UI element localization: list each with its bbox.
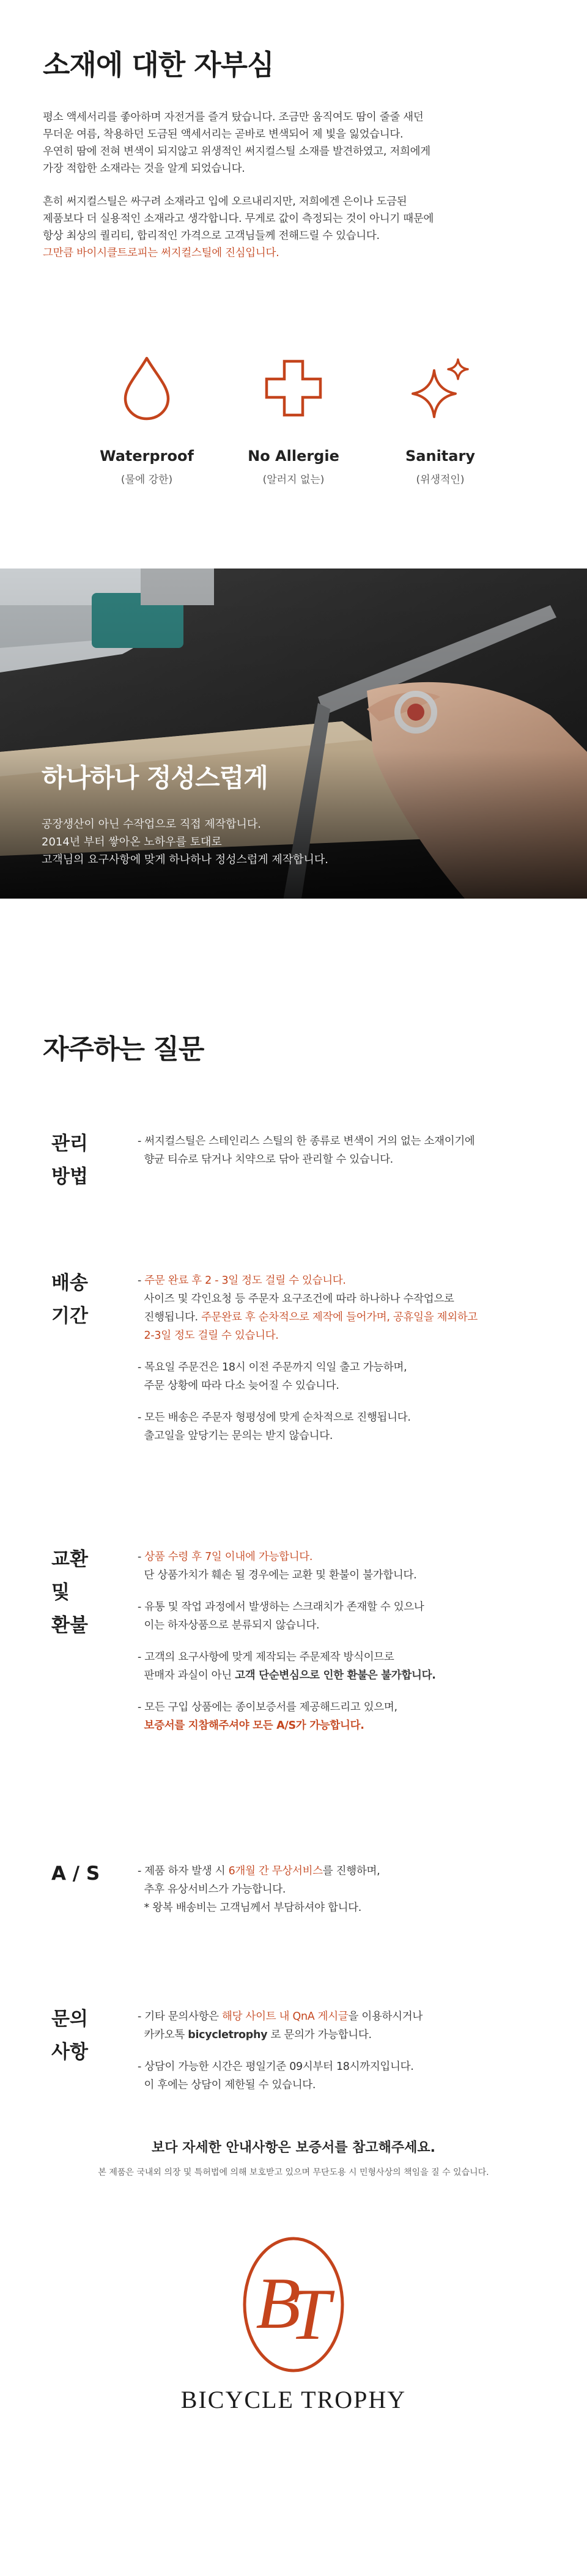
answer-text: 출고일을 앞당기는 문의는 받지 않습니다. bbox=[138, 1430, 333, 1442]
brand-logo bbox=[0, 2231, 587, 2414]
faq-answer-line bbox=[138, 1566, 544, 1584]
faq-answer-line bbox=[138, 1598, 544, 1616]
answer-text: 카카오톡 bbox=[138, 2029, 188, 2041]
answer-text: - bbox=[138, 1275, 145, 1287]
brand-wordmark: BICYCLE TROPHY bbox=[180, 2386, 407, 2413]
warranty-note bbox=[43, 2137, 544, 2178]
answer-text: - 써지컬스틸은 스테인리스 스틸의 한 종류로 변색이 거의 없는 소재이기에 bbox=[138, 1135, 475, 1147]
faq-answer bbox=[138, 1267, 544, 1445]
material-accent-line: 그만큼 바이시클트로피는 써지컬스틸에 진심입니다. bbox=[43, 247, 279, 259]
faq-answer-line bbox=[138, 2058, 544, 2076]
faq-answer-line bbox=[138, 2007, 544, 2026]
banner-line: 2014년 부터 쌓아온 노하우를 토대로 bbox=[42, 836, 222, 848]
faq-category-line: 환불 bbox=[51, 1614, 88, 1636]
faq-title: 자주하는 질문 bbox=[43, 1034, 204, 1065]
faq-answer bbox=[138, 2003, 544, 2094]
feature-subtitle: (물에 강한) bbox=[120, 474, 173, 486]
answer-text: - 모든 배송은 주문자 형평성에 맞게 순차적으로 진행됩니다. bbox=[138, 1411, 411, 1424]
banner-line: 공장생산이 아닌 수작업으로 직접 제작합니다. bbox=[42, 818, 261, 831]
faq-answer-line bbox=[138, 1327, 544, 1345]
faq-category-line: 및 bbox=[51, 1581, 70, 1603]
answer-text: - 제품 하자 발생 시 bbox=[138, 1865, 229, 1877]
faq-answer-line bbox=[138, 1358, 544, 1377]
answer-text: - 유통 및 작업 과정에서 발생하는 스크래치가 존재할 수 있으나 bbox=[138, 1601, 424, 1613]
warranty-note-title: 보다 자세한 안내사항은 보증서를 참고해주세요. bbox=[151, 2140, 436, 2155]
svg-text:B: B bbox=[256, 2262, 301, 2344]
copyright-notice: 본 제품은 국내외 의장 및 특허법에 의해 보호받고 있으며 무단도용 시 민형사상의 책임을 질 수 있습니다. bbox=[98, 2168, 489, 2177]
feature-no-allergie bbox=[226, 342, 361, 569]
faq-category-line: 방법 bbox=[51, 1166, 88, 1188]
answer-text: 을 이용하시거나 bbox=[348, 2011, 423, 2023]
faq-answer-line bbox=[138, 1548, 544, 1566]
faq-category-line: 기간 bbox=[51, 1305, 88, 1327]
faq-answer-line bbox=[138, 1698, 544, 1717]
highlight-text: 주문 완료 후 2 - 3일 정도 걸릴 수 있습니다. bbox=[144, 1275, 346, 1287]
feature-icons bbox=[0, 342, 587, 569]
faq-item bbox=[43, 1857, 544, 1917]
faq-answer-line bbox=[138, 2076, 544, 2094]
highlight-text: 주문완료 후 순차적으로 제작에 들어가며, 공휴일을 제외하고 bbox=[201, 1311, 478, 1323]
feature-sanitary bbox=[373, 342, 508, 569]
bt-monogram-logo bbox=[235, 2231, 352, 2378]
answer-text: - 목요일 주문건은 18시 이전 주문까지 익일 출고 가능하며, bbox=[138, 1361, 407, 1374]
faq-item bbox=[43, 1127, 544, 1193]
faq-category bbox=[43, 1127, 138, 1193]
banner-line: 고객님의 요구사항에 맞게 하나하나 정성스럽게 제작합니다. bbox=[42, 853, 329, 866]
water-drop-icon bbox=[79, 342, 214, 434]
answer-text: 추후 유상서비스가 가능합니다. bbox=[138, 1883, 286, 1896]
answer-text: 향균 티슈로 닦거나 치약으로 닦아 관리할 수 있습니다. bbox=[138, 1154, 393, 1166]
answer-text: 단 상품가치가 훼손 될 경우에는 교환 및 환불이 불가합니다. bbox=[138, 1569, 417, 1581]
faq-category bbox=[43, 1543, 138, 1735]
material-paragraph-1: 평소 액세서리를 좋아하며 자전거를 즐겨 탔습니다. 조금만 움직여도 땀이 줄줄 새던 무더운 여름, 착용하던 도금된 액세서리는 곧바로 변색되어 제 빛을 잃었습니다. 우연히 땀에 전혀 변색이 되지않고 위생적인 써지컬스틸 소재를 발견하였고, 저희에게 가장 적합한 소재라는 것을 알게 되었습니다. bbox=[43, 111, 430, 175]
answer-text: - 모든 구입 상품에는 종이보증서를 제공해드리고 있으며, bbox=[138, 1701, 397, 1713]
faq-answer-line bbox=[138, 1880, 544, 1899]
answer-text bbox=[138, 1720, 144, 1732]
answer-text: - 고객의 요구사항에 맞게 제작되는 주문제작 방식이므로 bbox=[138, 1651, 394, 1663]
highlight-text: 해당 사이트 내 QnA 게시글 bbox=[222, 2011, 349, 2023]
answer-text: 진행됩니다. bbox=[138, 1311, 202, 1323]
faq-answer-line bbox=[138, 1408, 544, 1427]
faq-category bbox=[43, 2003, 138, 2094]
feature-title: No Allergie bbox=[248, 447, 339, 465]
answer-text: 판매자 과실이 아닌 bbox=[138, 1669, 235, 1682]
faq-category-line: 문의 bbox=[51, 2008, 88, 2030]
faq-answer bbox=[138, 1857, 544, 1917]
material-paragraph-2: 흔히 써지컬스틸은 싸구려 소재라고 입에 오르내리지만, 저희에겐 은이나 도금된 제품보다 더 실용적인 소재라고 생각합니다. 무게로 값이 측정되는 것이 아니기 때문에 항상 최상의 퀄리티, 합리적인 가격으로 고객님들께 전해드릴 수 있습니다. 그만큼 바이시클트로피는 써지컬스틸에 진심입니다. bbox=[43, 196, 434, 259]
faq-category-line: A / S bbox=[51, 1863, 100, 1885]
highlight-text: 2-3일 정도 걸릴 수 있습니다. bbox=[138, 1330, 279, 1342]
faq-answer-line bbox=[138, 1862, 544, 1880]
answer-text: - bbox=[138, 1551, 145, 1563]
faq-section bbox=[0, 899, 587, 2178]
sparkle-icon bbox=[373, 342, 508, 434]
highlight-text: 6개월 간 무상서비스 bbox=[228, 1865, 323, 1877]
faq-category bbox=[43, 1857, 138, 1917]
faq-answer-line bbox=[138, 2026, 544, 2044]
faq-item bbox=[43, 2003, 544, 2094]
faq-answer-line bbox=[138, 1427, 544, 1445]
faq-answer-line bbox=[138, 1377, 544, 1395]
faq-answer-line bbox=[138, 1271, 544, 1290]
faq-answer-line bbox=[138, 1666, 544, 1685]
feature-subtitle: (알러지 없는) bbox=[262, 474, 325, 486]
answer-text: * 왕복 배송비는 고객님께서 부담하셔야 합니다. bbox=[138, 1902, 362, 1914]
faq-list bbox=[43, 1127, 544, 2094]
banner-title: 하나하나 정성스럽게 bbox=[42, 763, 268, 793]
faq-answer-line bbox=[138, 1308, 544, 1327]
faq-category-line: 관리 bbox=[51, 1133, 88, 1155]
faq-category-line: 교환 bbox=[51, 1548, 88, 1570]
feature-title: Sanitary bbox=[405, 447, 475, 465]
faq-answer-line bbox=[138, 1290, 544, 1308]
feature-waterproof bbox=[79, 342, 214, 569]
faq-category-line: 배송 bbox=[51, 1272, 88, 1294]
highlight-text: 보증서를 지참해주셔야 모든 A/S가 가능합니다. bbox=[144, 1720, 364, 1732]
svg-text:T: T bbox=[289, 2273, 331, 2355]
answer-text: 주문 상황에 따라 다소 늦어질 수 있습니다. bbox=[138, 1380, 339, 1392]
faq-item bbox=[43, 1267, 544, 1445]
answer-text: - 상담이 가능한 시간은 평일기준 09시부터 18시까지입니다. bbox=[138, 2061, 414, 2073]
feature-subtitle: (위생적인) bbox=[416, 474, 465, 486]
answer-text: bicycletrophy bbox=[188, 2029, 268, 2041]
faq-answer-line bbox=[138, 1150, 544, 1169]
feature-title: Waterproof bbox=[100, 447, 194, 465]
faq-answer-line bbox=[138, 1616, 544, 1635]
faq-answer-line bbox=[138, 1132, 544, 1150]
faq-answer bbox=[138, 1127, 544, 1193]
answer-text: - 기타 문의사항은 bbox=[138, 2011, 223, 2023]
banner-text bbox=[42, 758, 328, 869]
answer-text: 를 진행하며, bbox=[322, 1865, 380, 1877]
answer-text: 이는 하자상품으로 분류되지 않습니다. bbox=[138, 1619, 320, 1632]
material-title: 소재에 대한 자부심 bbox=[43, 48, 274, 81]
faq-category-line: 사항 bbox=[51, 2041, 88, 2063]
answer-text: 고객 단순변심으로 인한 환불은 불가합니다. bbox=[235, 1669, 436, 1682]
faq-item bbox=[43, 1543, 544, 1735]
material-section bbox=[0, 0, 587, 342]
faq-category bbox=[43, 1267, 138, 1445]
highlight-text: 상품 수령 후 7일 이내에 가능합니다. bbox=[144, 1551, 313, 1563]
faq-answer-line bbox=[138, 1648, 544, 1666]
answer-text: 로 문의가 가능합니다. bbox=[267, 2029, 372, 2041]
answer-text: 이 후에는 상담이 제한될 수 있습니다. bbox=[138, 2079, 316, 2091]
faq-answer-line bbox=[138, 1899, 544, 1917]
answer-text: 사이즈 및 각인요청 등 주문자 요구조건에 따라 하나하나 수작업으로 bbox=[138, 1293, 454, 1305]
plus-cross-icon bbox=[226, 342, 361, 434]
faq-answer bbox=[138, 1543, 544, 1735]
craft-photo-banner bbox=[0, 569, 587, 899]
faq-answer-line bbox=[138, 1717, 544, 1735]
